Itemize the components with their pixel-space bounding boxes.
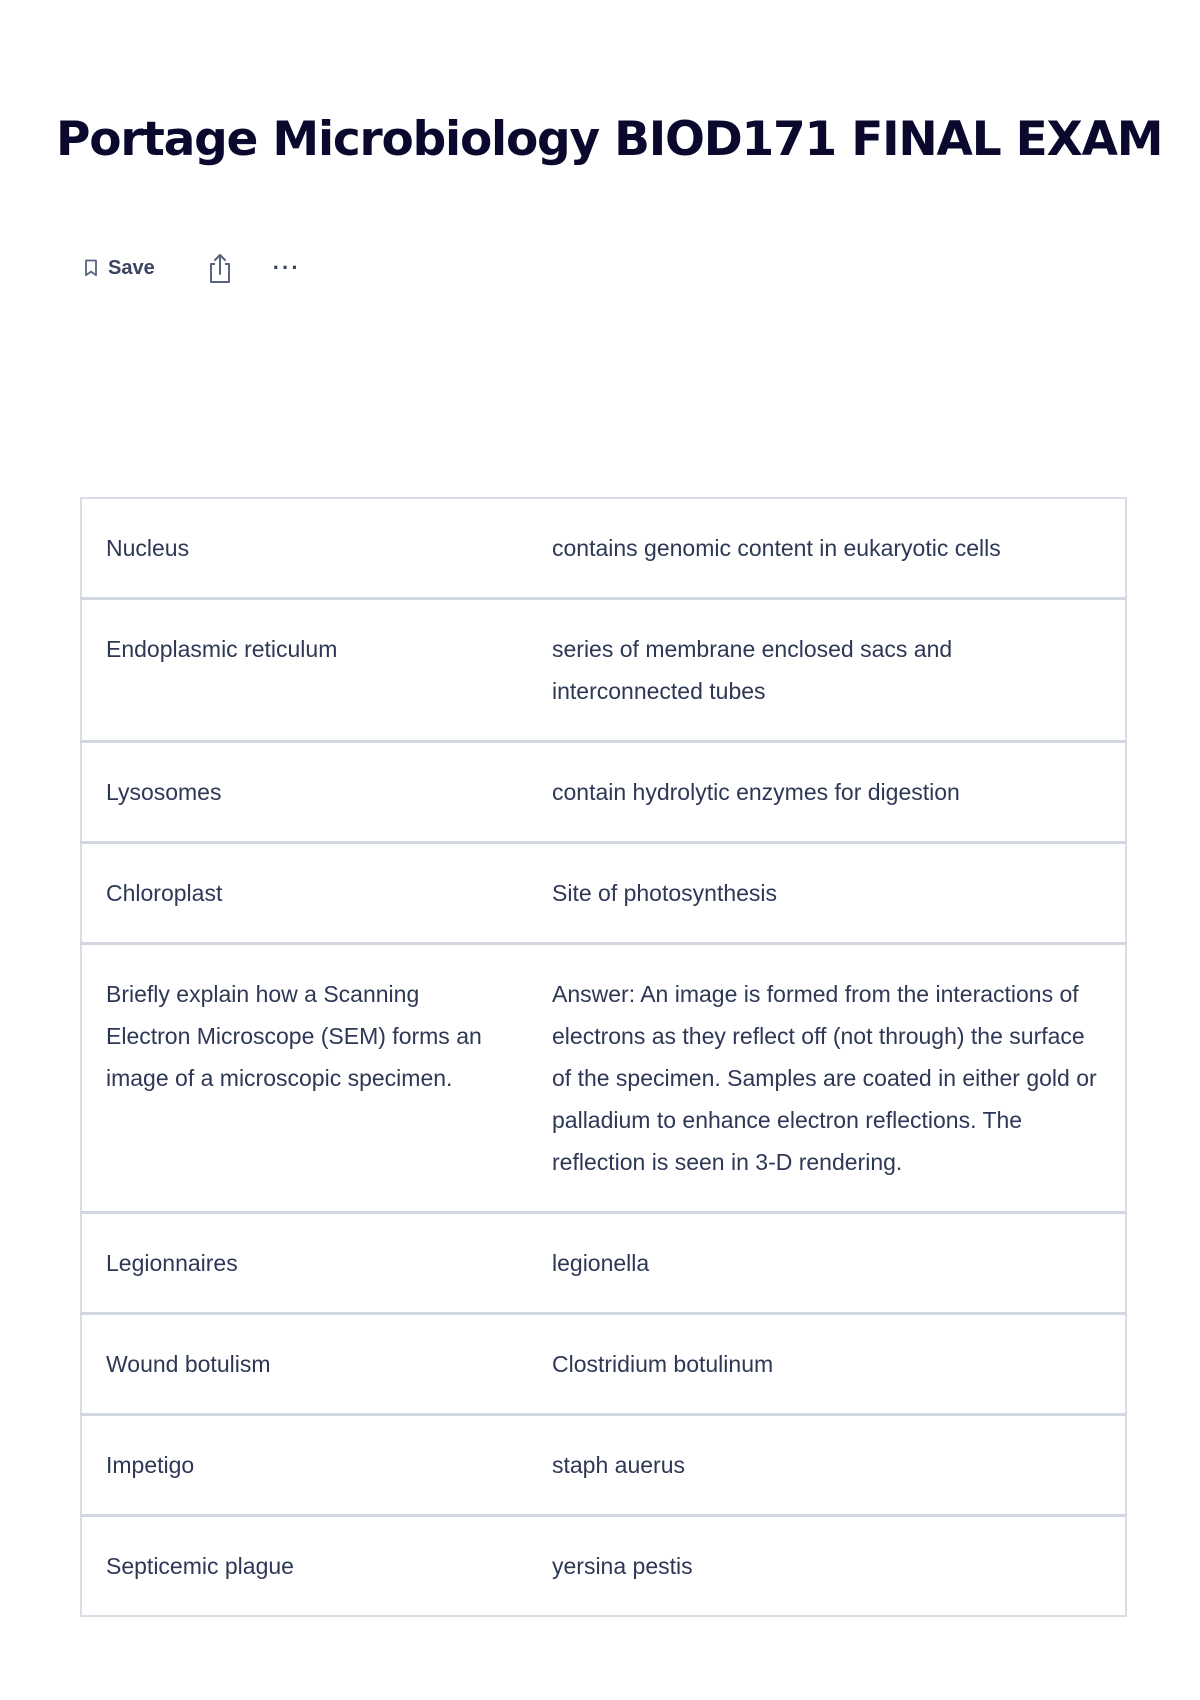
definition-cell: staph auerus [552, 1452, 685, 1478]
term-cell: Impetigo [106, 1452, 195, 1478]
table-row [81, 498, 1126, 599]
table-row [81, 1415, 1126, 1516]
term-cell: Lysosomes [106, 779, 222, 805]
definition-cell: contains genomic content in eukaryotic cells [552, 535, 1001, 561]
term-cell: Wound botulism [106, 1351, 271, 1377]
definition-cell: Clostridium botulinum [552, 1351, 774, 1377]
ellipsis-icon: ··· [272, 255, 301, 280]
table-row [81, 599, 1126, 742]
toolbar [84, 248, 301, 288]
term-cell: Endoplasmic reticulum [106, 636, 338, 662]
term-cell: Legionnaires [106, 1250, 238, 1276]
save-label: Save [108, 256, 155, 279]
table-row [81, 944, 1126, 1213]
definition-cell: yersina pestis [552, 1553, 693, 1579]
table-row [81, 1314, 1126, 1415]
share-button[interactable] [207, 252, 233, 284]
page-title: Portage Microbiology BIOD171 FINAL EXAM [56, 112, 1163, 167]
table-row [81, 742, 1126, 843]
term-cell: Nucleus [106, 535, 190, 561]
definition-cell: Answer: An image is formed from the interactions of electrons as they reflect off (not through) the surface of the specimen. Samples are coated in either gold or palladium to enhance electron reflections. The reflection is seen in 3-D rendering. [552, 981, 1097, 1175]
bookmark-icon [84, 259, 98, 277]
term-cell: Briefly explain how a Scanning Electron Microscope (SEM) forms an image of a microscopic specimen. [106, 981, 482, 1091]
table-row [81, 1516, 1126, 1617]
definition-cell: legionella [552, 1250, 650, 1276]
term-cell: Septicemic plague [106, 1553, 294, 1579]
definition-cell: contain hydrolytic enzymes for digestion [552, 779, 960, 805]
term-cell: Chloroplast [106, 880, 223, 906]
table-row [81, 843, 1126, 944]
more-options-button[interactable] [273, 257, 301, 279]
definition-cell: Site of photosynthesis [552, 880, 778, 906]
definition-cell: series of membrane enclosed sacs and interconnected tubes [552, 636, 953, 704]
share-icon [207, 252, 233, 284]
save-button[interactable] [84, 257, 155, 280]
terms-table [80, 497, 1127, 1617]
table-row [81, 1213, 1126, 1314]
